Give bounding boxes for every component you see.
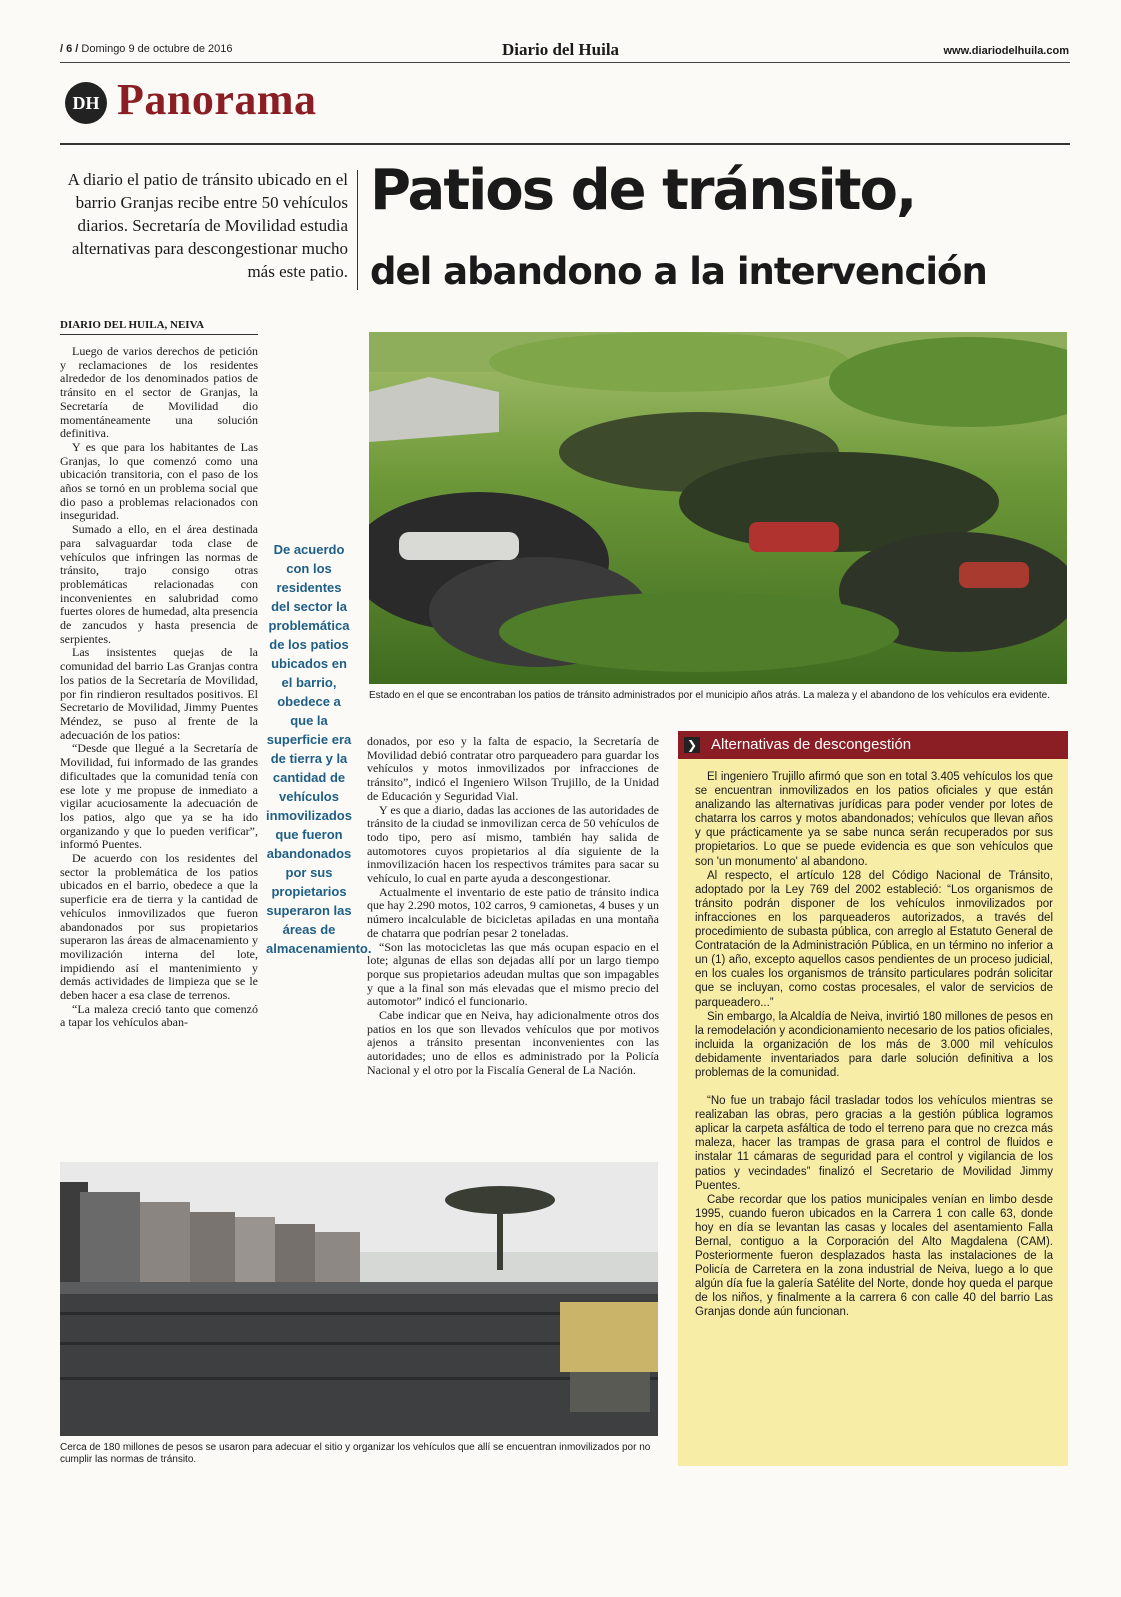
paragraph: Cabe indicar que en Neiva, hay adicionalmente otros dos patios en los que son llevados vehículos que por motivos ajenos a tránsito presentan inconvenientes con las autoridades; uno de ellos es administrado por la Policía Nacional y el otro por la Fiscalía General de La Nación.	[367, 1008, 659, 1077]
page-number: / 6 /	[60, 43, 79, 55]
sidebar-body	[695, 770, 1053, 1320]
paragraph: “Son las motocicletas las que más ocupan espacio en el lote; algunas de ellas son dejadas allí por un largo tiempo porque sus propietarios adeudan multas que son impagables y que a la final son más elevadas que el mismo precio del automotor” indicó el funcionario.	[367, 939, 659, 1009]
paragraph: Y es que para los habitantes de Las Granjas, lo que comenzó como una ubicación transitoria, con el paso de los años se tornó en un problema social que dio paso a problemas relacionados con inseguridad.	[60, 439, 258, 523]
byline: DIARIO DEL HUILA, NEIVA	[60, 319, 205, 331]
paragraph: “No fue un trabajo fácil trasladar todos los vehículos mientras se realizaban las obras, pero gracias a la gestión pública logramos aplicar la carpeta asfáltica de todo el terreno para que no crezca más maleza, hacer las trampas de grasa para el control de fluidos e instalar 11 cámaras de seguridad para el control y vigilancia de los patios y vecindades” finalizó el Secretario de Movilidad Jimmy Puentes.	[695, 1095, 1053, 1192]
section-title: Panorama	[117, 75, 317, 124]
paragraph: Al respecto, el artículo 128 del Código Nacional de Tránsito, adoptado por la Ley 769 del 2002 estableció: “Los organismos de tránsito podrán disponer de los vehículos inmovilizados por infracciones en los parqueaderos autorizados, a través del procedimiento de subasta pública, con arreglo al Estatuto General de Contratación de la Administración Pública, en un término no inferior a un (1) año, excepto aquellos casos pendientes de un proceso judicial, en los cuales los organismos de tránsito particulares podrán solicitar que se incluyan, como costas procesales, el valor de servicios de parqueadero...”	[695, 869, 1053, 1009]
paragraph: Cabe recordar que los patios municipales venían en limbo desde 1995, cuando fueron ubicados en la Carrera 1 con calle 63, donde hoy en día se levantan las casas y locales del asentamiento Falla Bernal, contiguo a la Corporación del Alto Magdalena (CAM). Posteriormente fueron desplazados hasta las instalaciones de la Policía de Carretera en la zona industrial de Neiva, luego a lo que algún día fue la galería Satélite del Norte, donde hoy queda el parque de los niños, y finalmente a la carrera 6 con calle 40 del barrio Las Granjas donde aún funcionan.	[695, 1193, 1053, 1319]
paragraph: “La maleza creció tanto que comenzó a tapar los vehículos aban-	[60, 1001, 258, 1030]
impound-lot-overgrown-photo	[369, 332, 1067, 684]
issue-date: Domingo 9 de octubre de 2016	[81, 43, 233, 55]
paragraph: El ingeniero Trujillo afirmó que son en total 3.405 vehículos los que se encuentran inmovilizados en los patios oficiales y que están analizando las alternativas jurídicas para poder vender por lotes de chatarra los carros y motos abandonados; vehículos que llevan años y que prácticamente ya se sabe nunca serán recuperados por sus propietarios. Lo que se puede evidencia es que son vehículos que son 'un monumento' al abandono.	[695, 771, 1053, 868]
photo-caption-1: Estado en el que se encontraban los patios de tránsito administrados por el municipio años atrás. La maleza y el abandono de los vehículos era evidente.	[369, 690, 1050, 701]
section-rule	[60, 143, 1070, 145]
paragraph: “Desde que llegué a la Secretaría de Movilidad, fui informado de las grandes dificultades que la comunidad tenía con ese lote y me propuse de inmediato a vigilar acuciosamente la adecuación de los patios, algo que ya se ha ido organizando y que lo pueden verificar”, informó Puentes.	[60, 741, 258, 852]
paragraph: Las insistentes quejas de la comunidad del barrio Las Granjas contra los patios de la Secretaría de Movilidad, por fin rindieron resultados positivos. El Secretario de Movilidad, Jimmy Puentes Méndez, se puso al frente de la adecuación de los patios:	[60, 645, 258, 742]
impound-lot-organized-photo	[60, 1162, 658, 1436]
article-column-1	[60, 345, 258, 1030]
paragraph: Luego de varios derechos de petición y reclamaciones de los residentes alrededor de los denominados patios de tránsito en el sector de Granjas, la Secretaría de Movilidad dio momentáneamente una solución definitiva.	[60, 344, 258, 441]
article-column-2	[367, 735, 659, 1078]
deck-divider	[357, 170, 358, 290]
masthead: Diario del Huila	[501, 40, 620, 59]
paragraph: Y es que a diario, dadas las acciones de las autoridades de tránsito de la ciudad se inmovilizan cerca de 50 vehículos de todo tipo, pero así mismo, también hay salida de automotores cuyos propietarios al día siguiente de la inmovilización hacen los respectivos trámites para sacar su vehículo, lo cual en parte ayuda a descongestionar.	[367, 802, 659, 886]
dh-logo: DH	[65, 82, 107, 124]
paragraph: donados, por eso y la falta de espacio, la Secretaría de Movilidad debió contratar otro parqueadero para guardar los vehículos y motos inmovilizados por infracciones de tránsito”, indicó el Ingeniero Wilson Trujillo, de la Unidad de Educación y Seguridad Vial.	[367, 734, 659, 803]
pull-quote: De acuerdo con los residentes del sector la problemática de los patios ubicados en el barrio, obedece a que la superficie era de tierra y la cantidad de vehículos inmovilizados que fueron abandonados por sus propietarios superaron las áreas de almacenamiento.	[266, 542, 372, 956]
byline-rule	[60, 334, 258, 335]
chevron-right-icon: ❯	[684, 737, 700, 753]
sidebar-header	[678, 731, 1068, 759]
paragraph: De acuerdo con los residentes del sector la problemática de los patios ubicados en el barrio, obedece a que la superficie era de tierra y la cantidad de vehículos inmovilizados que fueron abandonados por sus propietarios superaron las áreas de almacenamiento y movilización interna del lote, impidiendo así el mantenimiento y demás actividades de limpieza que se le deben hacer a esa clase de terrenos.	[60, 851, 258, 1003]
header-rule	[60, 62, 1070, 63]
paragraph: Sumado a ello, en el área destinada para salvaguardar toda clase de vehículos que infringen las normas de tránsito, trajo consigo otras problemáticas relacionadas con inconvenientes en salubridad como fuertes olores de humedad, alta presencia de zancudos y hasta presencia de serpientes.	[60, 522, 258, 646]
paragraph: Actualmente el inventario de este patio de tránsito indica que hay 2.290 motos, 102 carros, 9 camionetas, 4 buses y un número incalculable de bicicletas apiladas en una montaña de chatarra que podrían pesar 2 toneladas.	[367, 884, 659, 940]
photo-caption-2: Cerca de 180 millones de pesos se usaron para adecuar el sitio y organizar los vehículos que allí se encuentran inmovilizados por no cumplir las normas de tránsito.	[60, 1442, 651, 1465]
subheadline: del abandono a la intervención	[370, 250, 987, 293]
sidebar-title: Alternativas de descongestión	[711, 736, 912, 753]
headline: Patios de tránsito,	[370, 158, 916, 223]
article-deck: A diario el patio de tránsito ubicado en el barrio Granjas recibe entre 50 vehículos diarios. Secretaría de Movilidad estudia alternativas para descongestionar mucho más este patio.	[67, 170, 348, 281]
website-url: www.diariodelhuila.com	[943, 45, 1069, 57]
paragraph: Sin embargo, la Alcaldía de Neiva, invirtió 180 millones de pesos en la remodelación y acondicionamiento necesario de los patios oficiales, incluida la organización de los más de 3.000 mil vehículos debidamente inventariados para darle solución definitiva a los problemas de la comunidad.	[695, 1010, 1053, 1079]
